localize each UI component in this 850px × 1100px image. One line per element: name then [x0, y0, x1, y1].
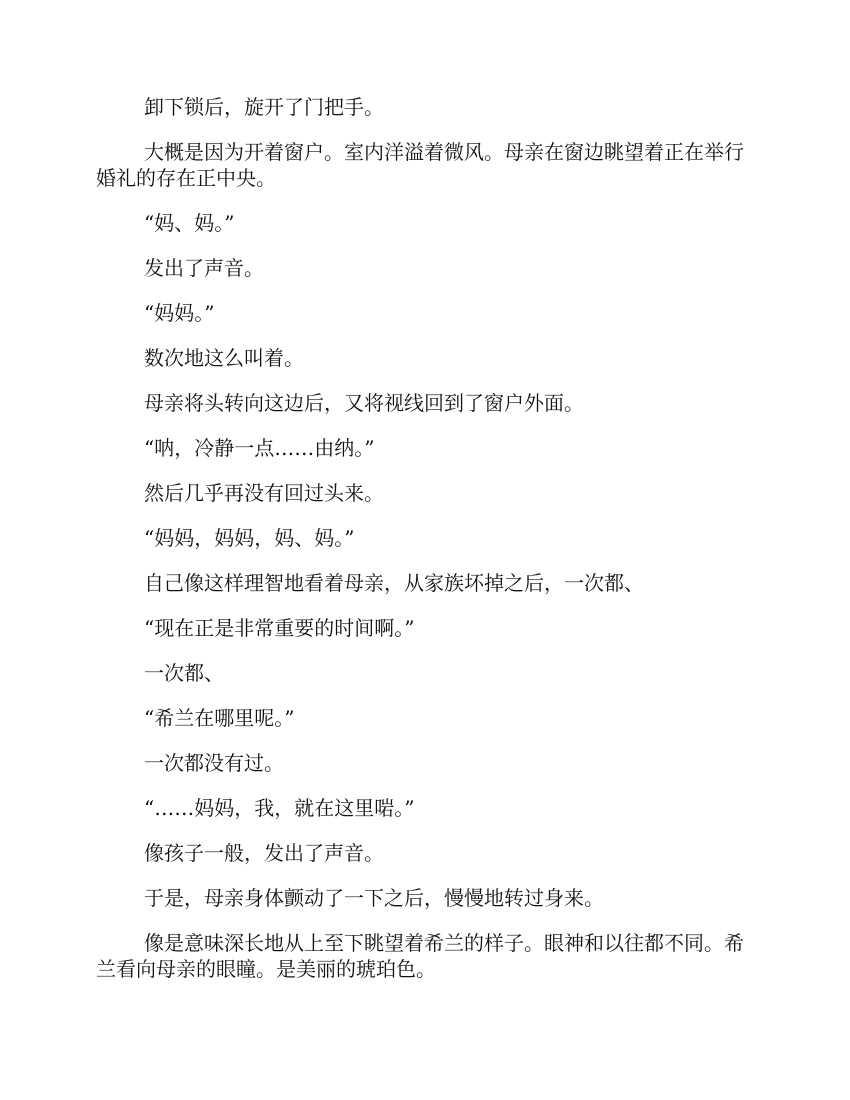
paragraph-12: “现在正是非常重要的时间啊。”	[144, 616, 415, 640]
paragraph-1: 卸下锁后，旋开了门把手。	[144, 95, 384, 119]
paragraph-2: 大概是因为开着窗户。室内洋溢着微风。母亲在窗边眺望着正在举行婚礼的存在正中央。	[96, 140, 744, 190]
paragraph-17: 像孩子一般，发出了声音。	[144, 841, 384, 865]
paragraph-9: 然后几乎再没有回过头来。	[144, 481, 384, 505]
paragraph-15: 一次都没有过。	[144, 751, 284, 775]
paragraph-14: “希兰在哪里呢。”	[144, 706, 295, 730]
paragraph-19: 像是意味深长地从上至下眺望着希兰的样子。眼神和以往都不同。希兰看向母亲的眼瞳。是美丽的琥珀色。	[96, 931, 744, 981]
paragraph-18: 于是，母亲身体颤动了一下之后，慢慢地转过身来。	[144, 886, 604, 910]
document-body	[96, 94, 756, 1001]
paragraph-10: “妈妈，妈妈，妈、妈。”	[144, 526, 355, 550]
paragraph-3: “妈、妈。”	[144, 211, 235, 235]
paragraph-5: “妈妈。”	[144, 301, 215, 325]
paragraph-4: 发出了声音。	[144, 256, 264, 280]
paragraph-16: “……妈妈，我，就在这里啱。”	[144, 796, 415, 820]
paragraph-7: 母亲将头转向这边后，又将视线回到了窗户外面。	[144, 391, 584, 415]
paragraph-13: 一次都、	[144, 661, 224, 685]
paragraph-6: 数次地这么叫着。	[144, 346, 304, 370]
paragraph-11: 自己像这样理智地看着母亲，从家族坏掉之后，一次都、	[144, 571, 644, 595]
paragraph-8: “呐，冷静一点……由纳。”	[144, 436, 375, 460]
